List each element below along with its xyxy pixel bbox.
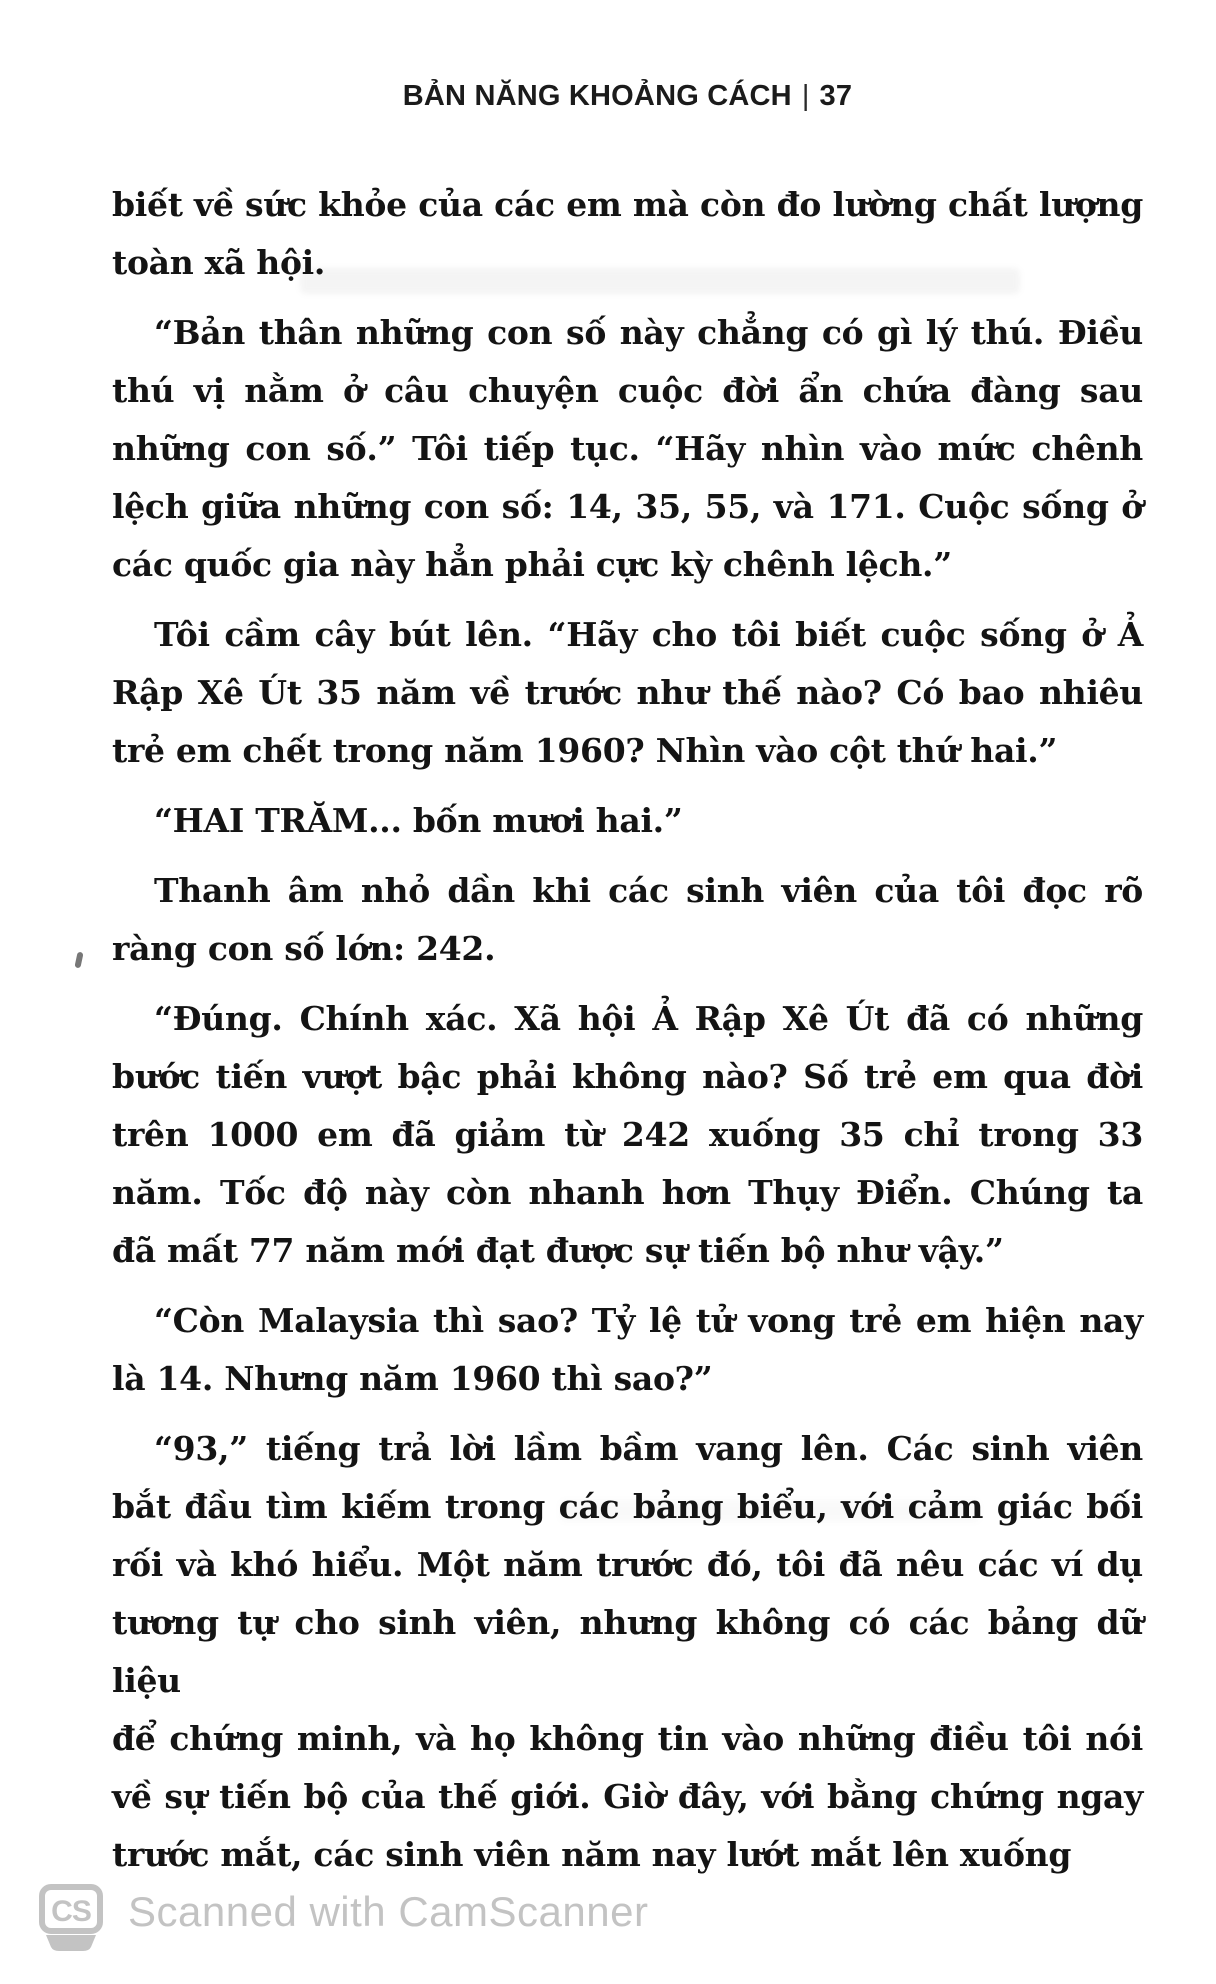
text-line: “93,” tiếng trả lời lầm bầm vang lên. Các sinh viên (154, 1429, 1143, 1468)
text-line: năm. Tốc độ này còn nhanh hơn Thụy Điển. Chúng ta (112, 1173, 1143, 1212)
text-line: Thanh âm nhỏ dần khi các sinh viên của tôi đọc rõ (154, 871, 1143, 910)
text-line: bước tiến vượt bậc phải không nào? Số trẻ em qua đời (112, 1057, 1143, 1096)
text-line: thú vị nằm ở câu chuyện cuộc đời ẩn chứa đàng sau (112, 371, 1143, 410)
paragraph (112, 862, 1143, 978)
paragraph (112, 304, 1143, 594)
text-line: trước mắt, các sinh viên năm nay lướt mắt lên xuống (112, 1835, 1072, 1874)
paragraph (112, 1292, 1143, 1408)
header-separator: | (801, 80, 810, 112)
text-line: rối và khó hiểu. Một năm trước đó, tôi đã nêu các ví dụ (112, 1545, 1143, 1584)
text-line: Tôi cầm cây bút lên. “Hãy cho tôi biết cuộc sống ở Ả (154, 615, 1143, 654)
page-number: 37 (819, 80, 853, 112)
text-line: Rập Xê Út 35 năm về trước như thế nào? Có bao nhiêu (112, 673, 1143, 712)
book-title: BẢN NĂNG KHOẢNG CÁCH (402, 80, 792, 112)
paragraph (112, 606, 1143, 780)
text-line: “HAI TRĂM... bốn mươi hai.” (154, 801, 683, 840)
watermark-label: Scanned with CamScanner (128, 1888, 649, 1935)
text-line: tương tự cho sinh viên, nhưng không có các bảng dữ liệu (112, 1603, 1143, 1700)
text-line: trên 1000 em đã giảm từ 242 xuống 35 chỉ trong 33 (112, 1115, 1143, 1154)
scan-artifact (74, 952, 83, 969)
text-line: là 14. Nhưng năm 1960 thì sao?” (112, 1359, 713, 1398)
text-line: lệch giữa những con số: 14, 35, 55, và 171. Cuộc sống ở (112, 487, 1143, 526)
text-line: bắt đầu tìm kiếm trong các bảng biểu, với cảm giác bối (112, 1487, 1143, 1526)
text-line: các quốc gia này hẳn phải cực kỳ chênh lệch.” (112, 545, 952, 584)
text-line: “Bản thân những con số này chẳng có gì lý thú. Điều (154, 313, 1143, 352)
text-line: đã mất 77 năm mới đạt được sự tiến bộ như vậy.” (112, 1231, 1004, 1270)
paragraph (112, 1420, 1143, 1884)
camscanner-logo-text: CS (51, 1895, 91, 1928)
page-header (112, 80, 1143, 113)
text-line: “Còn Malaysia thì sao? Tỷ lệ tử vong trẻ em hiện nay (154, 1301, 1143, 1340)
text-line: “Đúng. Chính xác. Xã hội Ả Rập Xê Út đã có những (154, 999, 1143, 1038)
text-line: về sự tiến bộ của thế giới. Giờ đây, với bằng chứng ngay (112, 1777, 1143, 1816)
text-line: ràng con số lớn: 242. (112, 929, 496, 968)
text-line: để chứng minh, và họ không tin vào những điều tôi nói (112, 1719, 1143, 1758)
text-line: trẻ em chết trong năm 1960? Nhìn vào cột thứ hai.” (112, 731, 1058, 770)
body-text (112, 176, 1143, 1896)
text-line: toàn xã hội. (112, 243, 326, 282)
text-line: biết về sức khỏe của các em mà còn đo lường chất lượng (112, 185, 1143, 224)
paragraph (112, 176, 1143, 292)
camscanner-logo-icon (38, 1884, 106, 1954)
paragraph (112, 990, 1143, 1280)
camscanner-watermark (38, 1884, 648, 1954)
text-line: những con số.” Tôi tiếp tục. “Hãy nhìn vào mức chênh (112, 429, 1143, 468)
paragraph (112, 792, 1143, 850)
